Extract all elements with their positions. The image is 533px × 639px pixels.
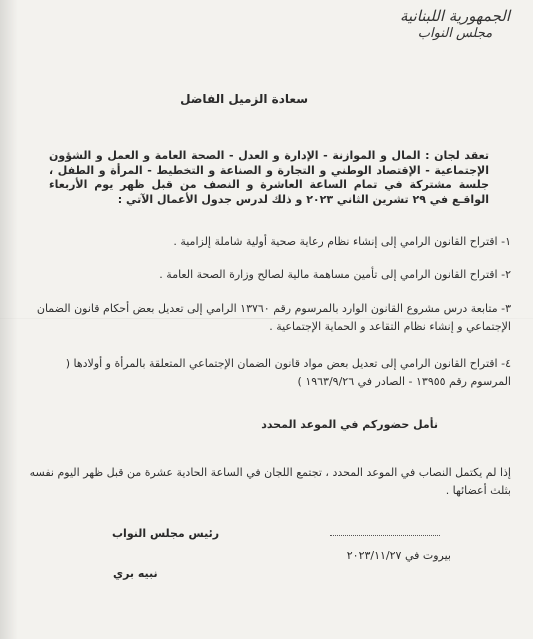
letterhead [395, 6, 515, 42]
agenda-item-1: ١- اقتراح القانون الرامي إلى إنشاء نظام رعاية صحية أولية شاملة إلزامية . [173, 235, 511, 248]
page-shadow [0, 0, 18, 639]
salutation: سعادة الزميل الفاضل [180, 92, 308, 106]
intro-paragraph: تعقد لجان : المال و الموازنة - الإدارة و العدل - الصحة العامة و العمل و الشؤون الإجتماعية - الإقتصاد الوطني و التجارة و الصناعة و التخطيط - المرأة و الطفل ، جلسة مشتركة في تمام الساعة العاشرة و النصف من قبل ظهر يوم الأربعاء الواقـع في ٢٩ تشرين الثاني ٢٠٢٣ و ذلك لدرس جدول الأعمال الآتي : [49, 149, 489, 206]
agenda-item-4: ٤- اقتراح القانون الرامي إلى تعديل بعض مواد قانون الضمان الإجتماعي المتعلقة بالمرأة و أولادها ( المرسوم رقم ١٣٩٥٥ - الصادر في ١٩٦٣/٩/٢٦ ) [65, 357, 511, 388]
signer-title: رئيس مجلس النواب [112, 527, 220, 540]
signer-name: نبيه بري [113, 567, 158, 580]
agenda-item-3: ٣- متابعة درس مشروع القانون الوارد بالمرسوم رقم ١٣٧٦٠ الرامي إلى تعديل بعض أحكام قانون الضمان الإجتماعي و إنشاء نظام التقاعد و الحماية الإجتماعية . [36, 302, 511, 333]
letterhead-parliament: مجلس النواب [417, 26, 493, 41]
agenda-item-2: ٢- اقتراح القانون الرامي إلى تأمين مساهمة مالية لصالح وزارة الصحة العامة . [159, 268, 511, 281]
date-line: بيروت في ٢٠٢٣/١١/٢٧ [346, 549, 451, 562]
letterhead-republic: الجمهورية اللبنانية [399, 7, 511, 25]
dotted-line [330, 535, 440, 536]
closing-line: نأمل حضوركم في الموعد المحدد [261, 418, 438, 431]
quorum-note: إذا لم يكتمل النصاب في الموعد المحدد ، تجتمع اللجان في الساعة الحادية عشرة من قبل ظهر اليوم نفسه بثلث أعضائها . [29, 466, 511, 497]
